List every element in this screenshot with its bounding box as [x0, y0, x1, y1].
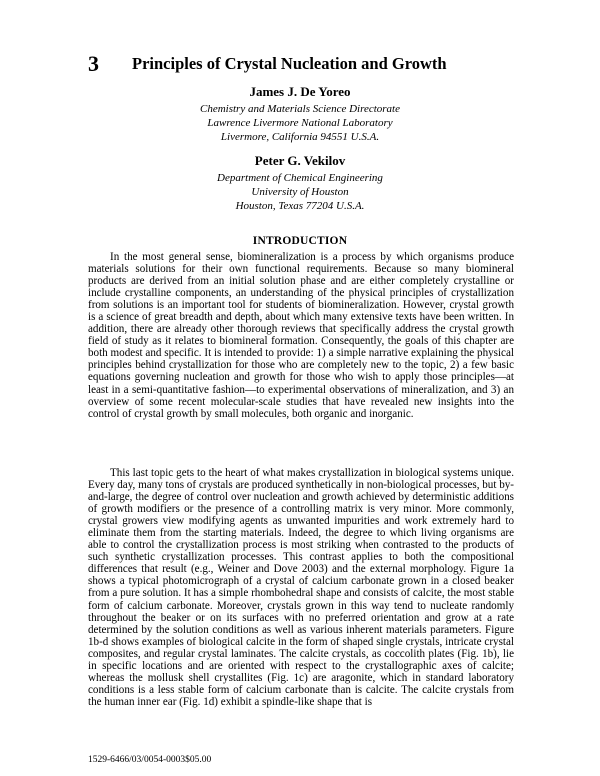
affiliation-line: Department of Chemical Engineering: [217, 172, 383, 184]
chapter-number: 3: [88, 51, 99, 76]
chapter-header: [88, 52, 540, 78]
body-paragraph-container: [88, 467, 514, 708]
author-block: [90, 153, 510, 213]
affiliation-line: Houston, Texas 77204 U.S.A.: [235, 200, 365, 212]
affiliation-line: Livermore, California 94551 U.S.A.: [220, 131, 380, 143]
author-name: Peter G. Vekilov: [254, 153, 346, 168]
body-paragraph: In the most general sense, biomineralization is a process by which organisms produce materials solutions for their own functional requirements. Because so many biomineral products are derived from an initial solution phase and are either completely crystalline or include crystalline components, an understanding of the physical principles of crystallization from solutions is an important tool for students of biomineralization. However, crystal growth is a science of great breadth and depth, about which many extensive texts have been written. In addition, there are already other thorough reviews that specifically address the crystal growth field of study as it relates to biomineral formation. Consequently, the goals of this chapter are both modest and specific. It is intended to provide: 1) a simple narrative explaining the physical principles behind crystallization for those who are completely new to the topic, 2) a few basic equations governing nucleation and growth for those who wish to apply those principles—at least in a semi-quantitative fashion—to experimental observations of mineralization, and 3) an overview of some recent molecular-scale studies that have revealed new insights into the control of crystal growth by small molecules, both organic and inorganic.: [88, 251, 514, 420]
section-heading: INTRODUCTION: [252, 235, 348, 247]
author-name: James J. De Yoreo: [249, 84, 351, 99]
affiliation-line: Lawrence Livermore National Laboratory: [207, 117, 393, 129]
affiliation-line: University of Houston: [251, 186, 349, 198]
author-block: [90, 84, 510, 144]
body-paragraph-container: [88, 251, 514, 420]
chapter-title: Principles of Crystal Nucleation and Growth: [132, 54, 447, 73]
affiliation-line: Chemistry and Materials Science Directorate: [200, 103, 400, 115]
body-paragraph: This last topic gets to the heart of what makes crystallization in biological systems unique. Every day, many tons of crystals are produced synthetically in non-biological processes, but by-and-large, the degree of control over nucleation and growth achieved by deterministic additions of growth modifiers or the presence of a controlling matrix is very minor. More commonly, crystal growers view modifying agents as unwanted impurities and work extremely hard to eliminate them from the starting materials. Indeed, the degree to which living organisms are able to control the crystallization process is most striking when contrasted to the products of such synthetic crystallization processes. This contrast applies to both the compositional differences that result (e.g., Weiner and Dove 2003) and the external morphology. Figure 1a shows a typical photomicrograph of a crystal of calcium carbonate grown in a closed beaker from a pure solution. It has a simple rhombohedral shape and consists of calcite, the most stable form of calcium carbonate. Moreover, crystals grown in this way tend to nucleate randomly throughout the beaker or on its surfaces with no preferred orientation and grow at a rate determined by the solution conditions as well as various inherent materials parameters. Figure 1b-d shows examples of biological calcite in the form of shaped single crystals, intricate crystal composites, and regular crystal laminates. The calcite crystals, as coccolith plates (Fig. 1b), lie in specific locations and are oriented with respect to the crystallographic axes of calcite; whereas the mollusk shell crystallites (Fig. 1c) are aragonite, which in standard laboratory conditions is a less stable form of calcium carbonate than is calcite. The calcite crystals from the human inner ear (Fig. 1d) exhibit a spindle-like shape that is: [88, 467, 514, 708]
footer-code: 1529-6466/03/0054-0003$05.00: [88, 755, 212, 765]
